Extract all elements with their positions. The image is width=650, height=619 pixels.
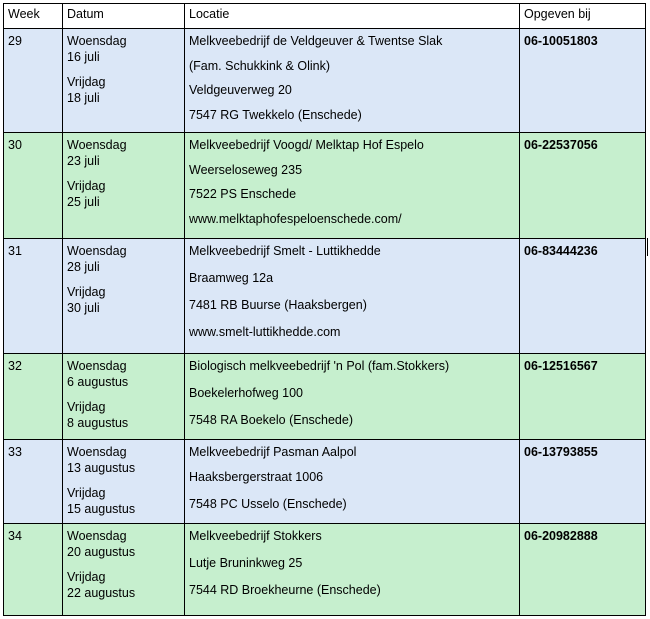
day-name: Woensdag xyxy=(67,244,127,258)
day-name: Vrijdag xyxy=(67,179,106,193)
day-name: Vrijdag xyxy=(67,400,106,414)
day-date: 16 juli xyxy=(67,50,100,64)
day-name: Vrijdag xyxy=(67,75,106,89)
day-date: 6 augustus xyxy=(67,375,129,389)
location-cell xyxy=(185,239,520,354)
date-cell xyxy=(63,29,185,133)
phone-cell: 06-13793855 xyxy=(520,440,646,524)
location-postcode: 7548 RA Boekelo (Enschede) xyxy=(189,413,353,427)
location-street: Veldgeuverweg 20 xyxy=(189,83,292,97)
day-date: 15 augustus xyxy=(67,502,136,516)
day-date: 22 augustus xyxy=(67,586,136,600)
location-street: Weerseloseweg 235 xyxy=(189,162,303,177)
day-date: 23 juli xyxy=(67,154,100,168)
location-cell xyxy=(185,29,520,133)
day-name: Woensdag xyxy=(67,529,127,543)
day-name: Woensdag xyxy=(67,138,127,152)
location-name: Melkveebedrijf de Veldgeuver & Twentse Slak xyxy=(189,34,443,48)
location-name: Melkveebedrijf Smelt - Luttikhedde xyxy=(189,244,381,258)
day-date: 8 augustus xyxy=(67,416,129,430)
schedule-table xyxy=(3,3,646,616)
table-row xyxy=(4,354,646,440)
day-date: 20 augustus xyxy=(67,545,136,559)
header-week: Week xyxy=(4,4,63,29)
location-postcode: 7481 RB Buurse (Haaksbergen) xyxy=(189,298,367,312)
location-postcode: 7548 PC Usselo (Enschede) xyxy=(189,497,347,511)
week-cell: 30 xyxy=(4,133,63,239)
day-date: 25 juli xyxy=(67,195,100,209)
day-date: 18 juli xyxy=(67,91,100,105)
phone-cell: 06-20982888 xyxy=(520,524,646,616)
location-cell xyxy=(185,354,520,440)
week-cell: 32 xyxy=(4,354,63,440)
location-street: Braamweg 12a xyxy=(189,271,274,285)
location-cell xyxy=(185,524,520,616)
location-postcode: 7522 PS Enschede xyxy=(189,187,297,201)
date-cell xyxy=(63,133,185,239)
week-cell: 34 xyxy=(4,524,63,616)
header-locatie: Locatie xyxy=(185,4,520,29)
table-row xyxy=(4,524,646,616)
location-name: Melkveebedrijf Voogd/ Melktap Hof Espelo xyxy=(189,138,424,152)
location-website-link[interactable]: www.melktaphofespeloenschede.com/ xyxy=(189,211,402,226)
location-street: Lutje Bruninkweg 25 xyxy=(189,556,303,570)
location-name: Melkveebedrijf Stokkers xyxy=(189,529,322,543)
location-street: Haaksbergerstraat 1006 xyxy=(189,470,324,484)
day-name: Vrijdag xyxy=(67,285,106,299)
text-cursor-marker xyxy=(647,238,648,256)
date-cell xyxy=(63,524,185,616)
day-name: Woensdag xyxy=(67,445,127,459)
date-cell xyxy=(63,239,185,354)
location-name: Biologisch melkveebedrijf 'n Pol (fam.Stokkers) xyxy=(189,359,450,373)
table-row xyxy=(4,29,646,133)
table-row xyxy=(4,440,646,524)
day-name: Woensdag xyxy=(67,359,127,373)
table-row xyxy=(4,239,646,354)
week-cell: 33 xyxy=(4,440,63,524)
location-website-link[interactable]: www.smelt-luttikhedde.com xyxy=(189,325,341,339)
week-cell: 31 xyxy=(4,239,63,354)
week-cell: 29 xyxy=(4,29,63,133)
day-name: Vrijdag xyxy=(67,570,106,584)
table-row xyxy=(4,133,646,239)
day-date: 13 augustus xyxy=(67,461,136,475)
phone-cell: 06-12516567 xyxy=(520,354,646,440)
header-opgeven-bij: Opgeven bij xyxy=(520,4,646,29)
day-date: 30 juli xyxy=(67,301,100,315)
location-street: Boekelerhofweg 100 xyxy=(189,386,303,400)
phone-cell: 06-22537056 xyxy=(520,133,646,239)
location-cell xyxy=(185,133,520,239)
location-postcode: 7544 RD Broekheurne (Enschede) xyxy=(189,583,381,597)
location-cell xyxy=(185,440,520,524)
phone-cell: 06-83444236 xyxy=(520,239,646,354)
location-line: (Fam. Schukkink & Olink) xyxy=(189,58,331,73)
location-postcode: 7547 RG Twekkelo (Enschede) xyxy=(189,107,362,122)
date-cell xyxy=(63,354,185,440)
date-cell xyxy=(63,440,185,524)
day-date: 28 juli xyxy=(67,260,100,274)
location-name: Melkveebedrijf Pasman Aalpol xyxy=(189,445,357,459)
day-name: Woensdag xyxy=(67,34,127,48)
day-name: Vrijdag xyxy=(67,486,106,500)
header-datum: Datum xyxy=(63,4,185,29)
phone-cell: 06-10051803 xyxy=(520,29,646,133)
header-row xyxy=(4,4,646,29)
